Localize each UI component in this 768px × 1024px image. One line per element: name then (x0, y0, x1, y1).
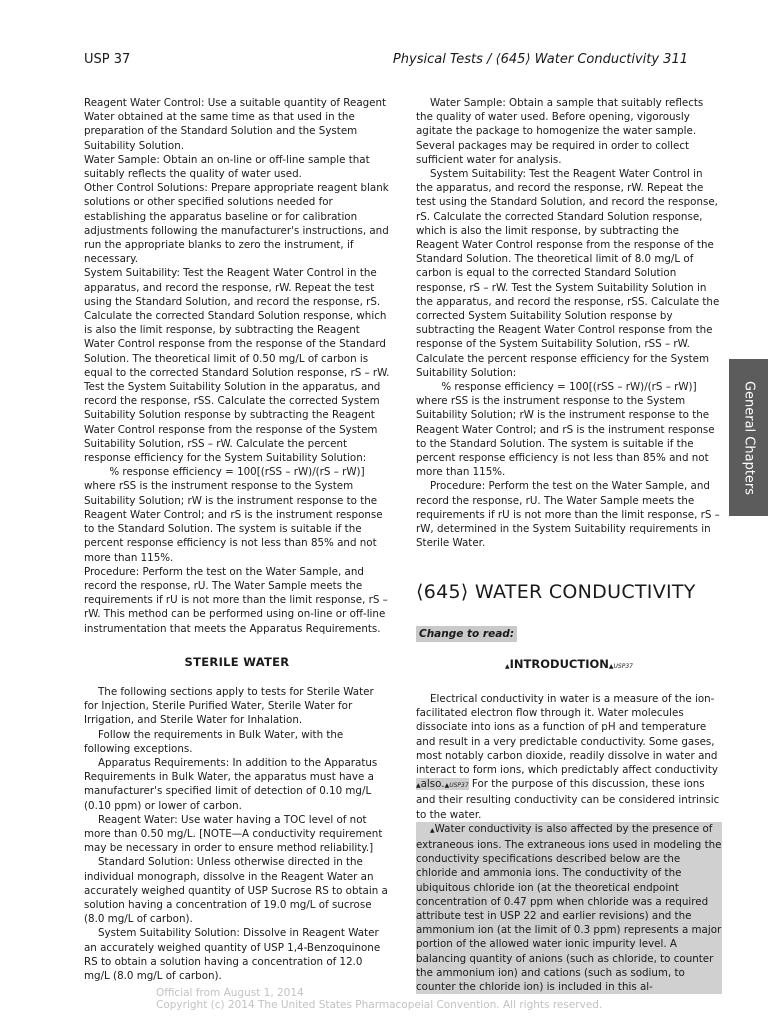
intro-text-continued: For the purpose of this discussion, these ions and their resulting conductivity can be considered intrinsic to the water. (416, 778, 720, 821)
revision-start-marker-icon: ▲ (430, 826, 435, 834)
revision-highlight (416, 778, 469, 790)
response-efficiency-equation: % response efficiency = 100[(rSS – rW)/(rS – rW)] (441, 381, 697, 394)
reagent-water-control-paragraph: Reagent Water Control: Use a suitable quantity of Reagent Water obtained at the same time as that used in the preparation of the Standard Solution and the System Suitability Solution. (84, 97, 387, 152)
system-suitability-paragraph: System Suitability: Test the Reagent Water Control in the apparatus, and record the response, rW. Repeat the test using the Standard Solution, and record the response, rS. Calculate the corrected Standard Solution response, which is also the limit response, by subtracting the Reagent Water Control response from the response of the Standard Solution. The theoretical limit of 0.50 mg/L of carbon is equal to the corrected Standard Solution response, rS – rW. Test the System Suitability Solution in the apparatus, and record the response, rSS. Calculate the corrected System Suitability Solution response by subtracting the Reagent Water Control response from the response of the System Suitability Solution, rSS – rW. Calculate the percent response efficiency for the System Suitability Solution: (84, 267, 390, 465)
sterile-follow-paragraph: Follow the requirements in Bulk Water, with the following exceptions. (84, 728, 344, 755)
chapter-title: ⟨645⟩ WATER CONDUCTIVITY (416, 580, 696, 603)
left-column (84, 96, 390, 983)
water-sample-paragraph: Water Sample: Obtain an on-line or off-line sample that suitably reflects the quality of water used. (84, 153, 370, 181)
footer-official-date: Official from August 1, 2014 (156, 987, 304, 999)
introduction-paragraph-1 (416, 692, 722, 822)
introduction-paragraph-2 (416, 822, 722, 994)
intro-extraneous-ions-text: Water conductivity is also affected by the presence of extraneous ions. The extraneous ions used in modeling the conductivity specifications described below are the chloride and ammonia ions. The conductivity of the ubiquitous chloride ion (at the theoretical endpoint concentration of 0.47 ppm when chloride was a required attribute test in USP 22 and earlier revisions) and the ammonium ion (at the limit of 0.3 ppm) represents a major portion of the allowed water ionic impurity level. A balancing quantity of anions (such as chloride, to counter the ammonium ion) and cations (such as sodium, to counter the chloride ion) is included in this al- (416, 822, 722, 993)
response-efficiency-equation: % response efficiency = 100[(rSS – rW)/(rS – rW)] (109, 466, 365, 479)
introduction-heading (416, 657, 722, 674)
revision-end-marker-icon: ▲ (608, 662, 614, 670)
system-suitability-solution-paragraph: System Suitability Solution: Dissolve in Reagent Water an accurately weighed quantity of USP 1,4-Benzoquinone RS to obtain a solution having a concentration of 12.0 mg/L (8.0 mg/L of carbon). (84, 927, 381, 982)
intro-text: Electrical conductivity in water is a measure of the ion-facilitated electron flow through it. Water molecules dissociate into ions as a function of pH and temperature and result in a very predictable conductivity. Some gases, most notably carbon dioxide, readily dissolve in water and interact to form ions, which predictably affect conductivity (416, 692, 718, 776)
footer (156, 987, 602, 1011)
general-chapters-tab (729, 359, 768, 516)
change-to-read-label: Change to read: (416, 626, 517, 642)
section-heading-sterile-water: STERILE WATER (184, 654, 290, 669)
revision-start-marker-icon: ▲ (416, 782, 421, 790)
water-sample-paragraph: Water Sample: Obtain a sample that suitably reflects the quality of water used. Before opening, vigorously agitate the package to homogenize the water sample. Several packages may be required in order to collect sufficient water for analysis. (416, 97, 704, 166)
procedure-paragraph: Procedure: Perform the test on the Water Sample, and record the response, rU. The Water Sample meets the requirements if rU is not more than the limit response, rS – rW, determined in the System Suitability requirements in Sterile Water. (416, 480, 720, 550)
revision-text: also. (420, 778, 445, 791)
system-suitability-paragraph: System Suitability: Test the Reagent Water Control in the apparatus, and record the response, rW. Repeat the test using the Standard Solution, and record the response, rS. Calculate the corrected Standard Solution response, which is also the limit response, by subtracting the Reagent Water Control response from the response of the Standard Solution. The theoretical limit of 8.0 mg/L of carbon is equal to the corrected Standard Solution response, rS – rW. Test the System Suitability Solution in the apparatus, and record the response, rSS. Calculate the corrected System Suitability Solution response by subtracting the Reagent Water Control response from the response of the System Suitability Solution, rSS – rW. Calculate the percent response efficiency for the System Suitability Solution: (416, 168, 720, 379)
change-notice (416, 626, 722, 642)
right-column (416, 96, 722, 994)
usp-revision-mark: USP37 (613, 662, 633, 670)
revision-start-marker-icon: ▲ (505, 662, 510, 670)
side-tab-label: General Chapters (741, 380, 756, 495)
usp-revision-mark: USP37 (449, 782, 469, 790)
revision-end-marker-icon: ▲ (444, 782, 450, 790)
definitions-paragraph: where rSS is the instrument response to the System Suitability Solution; rW is the instrument response to the Reagent Water Control; and rS is the instrument response to the Standard Solution. The system is suitable if the percent response efficiency is not less than 85% and not more than 115%. (84, 480, 383, 564)
definitions-paragraph: where rSS is the instrument response to the System Suitability Solution; rW is the instrument response to the Reagent Water Control; and rS is the instrument response to the Standard Solution. The system is suitable if the percent response efficiency is not less than 85% and not more than 115%. (416, 395, 715, 479)
apparatus-requirements-paragraph: Apparatus Requirements: In addition to the Apparatus Requirements in Bulk Water, the apparatus must have a manufacturer's specified limit of detection of 0.10 mg/L (0.10 ppm) or lower of carbon. (84, 756, 378, 812)
running-header-left: USP 37 (84, 52, 131, 67)
footer-copyright: Copyright (c) 2014 The United States Pharmacopeial Convention. All rights reserved. (156, 999, 603, 1011)
introduction-heading-text: INTRODUCTION (509, 656, 609, 671)
running-header-right: Physical Tests / ⟨645⟩ Water Conductivity 311 (392, 52, 688, 67)
reagent-water-paragraph: Reagent Water: Use water having a TOC level of not more than 0.50 mg/L. [NOTE—A conductivity requirement may be necessary in order to ensure method reliability.] (84, 813, 383, 855)
other-control-solutions-paragraph: Other Control Solutions: Prepare appropriate reagent blank solutions or other specified solutions needed for establishing the apparatus baseline or for calibration adjustments following the manufacturer's instructions, and run the appropriate blanks to zero the instrument, if necessary. (84, 182, 389, 266)
procedure-paragraph: Procedure: Perform the test on the Water Sample, and record the response, rU. The Water Sample meets the requirements if rU is not more than the limit response, rS – rW. This method can be performed using on-line or off-line instrumentation that meets the Apparatus Requirements. (84, 565, 388, 635)
sterile-intro-paragraph: The following sections apply to tests for Sterile Water for Injection, Sterile Purified Water, Sterile Water for Irrigation, and Sterile Water for Inhalation. (84, 685, 374, 727)
standard-solution-paragraph: Standard Solution: Unless otherwise directed in the individual monograph, dissolve in the Reagent Water an accurately weighed quantity of USP Sucrose RS to obtain a solution having a concentration of 19.0 mg/L of sucrose (8.0 mg/L of carbon). (84, 856, 388, 926)
